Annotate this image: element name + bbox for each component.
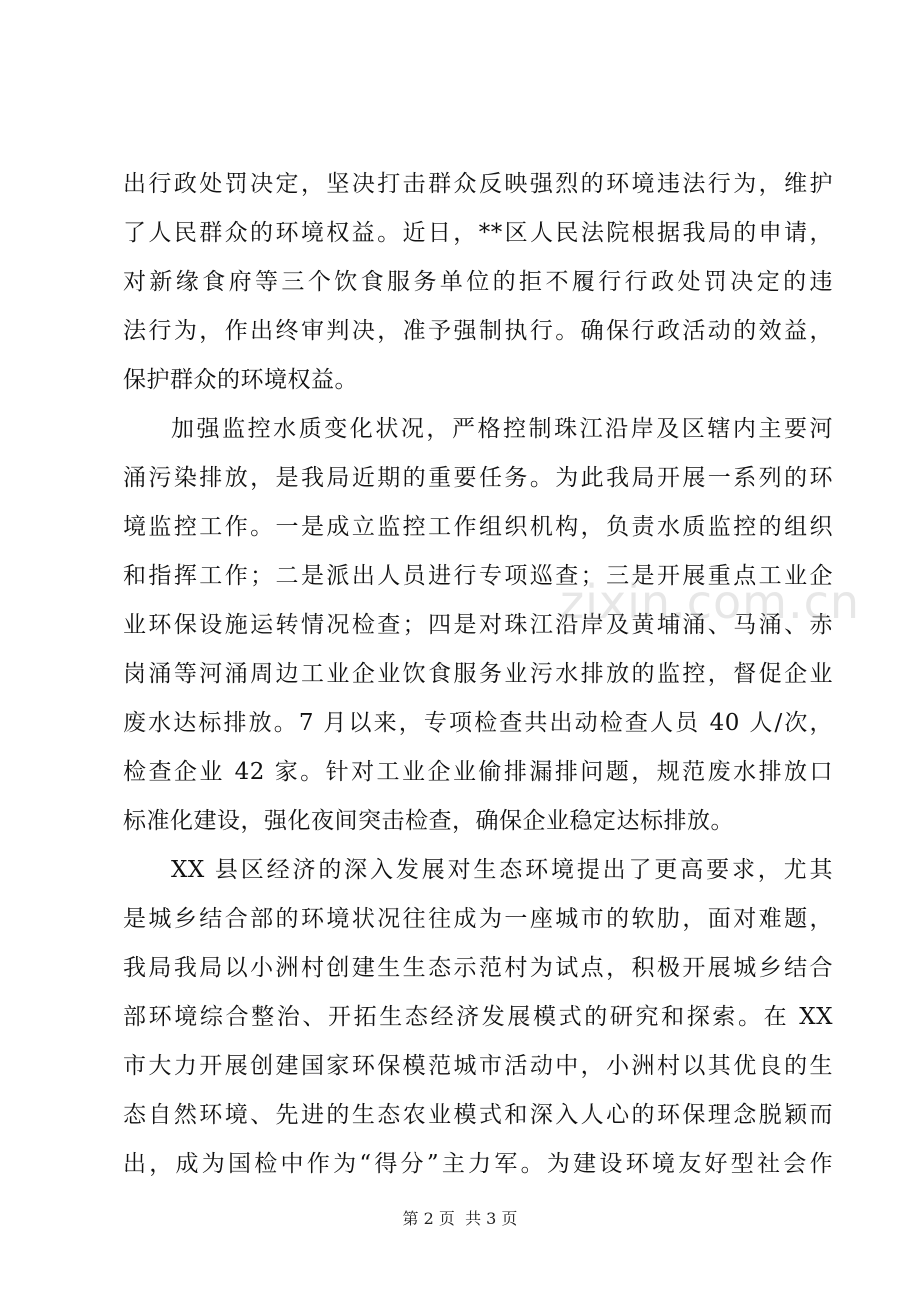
- text-line: 部环境综合整治、开拓生态经济发展模式的研究和探索。在 XX: [123, 1004, 833, 1030]
- text-line: 法行为，作出终审判决，准予强制执行。确保行政活动的效益，: [123, 318, 833, 344]
- text-line: 态自然环境、先进的生态农业模式和深入人心的环保理念脱颖而: [123, 1102, 833, 1128]
- text-line: 保护群众的环境权益。: [123, 367, 358, 393]
- page-number-footer: 第 2 页 共 3 页: [402, 1209, 518, 1228]
- text-line: 涌污染排放，是我局近期的重要任务。为此我局开展一系列的环: [123, 465, 833, 491]
- watermark: zixin.com.cn: [560, 575, 861, 629]
- text-line: 标准化建设，强化夜间突击检查，确保企业稳定达标排放。: [123, 808, 734, 834]
- paragraph-first-line: 加强监控水质变化状况，严格控制珠江沿岸及区辖内主要河: [171, 416, 833, 442]
- text-line: 出行政处罚决定，坚决打击群众反映强烈的环境违法行为，维护: [123, 171, 833, 197]
- document-body: [123, 160, 833, 1189]
- text-line: 业环保设施运转情况检查；四是对珠江沿岸及黄埔涌、马涌、赤: [123, 612, 833, 638]
- text-line: 了人民群众的环境权益。近日，**区人民法院根据我局的申请，: [123, 220, 833, 246]
- text-line: 境监控工作。一是成立监控工作组织机构，负责水质监控的组织: [123, 514, 833, 540]
- text-line: 岗涌等河涌周边工业企业饮食服务业污水排放的监控，督促企业: [123, 661, 833, 687]
- text-line: 出，成为国检中作为“得分”主力军。为建设环境友好型社会作: [123, 1151, 833, 1177]
- text-line: 检查企业 42 家。针对工业企业偷排漏排问题，规范废水排放口: [123, 759, 833, 785]
- paragraph-first-line: XX 县区经济的深入发展对生态环境提出了更高要求，尤其: [171, 857, 833, 883]
- text-line: 废水达标排放。7 月以来，专项检查共出动检查人员 40 人/次，: [123, 710, 833, 736]
- text-line: 对新缘食府等三个饮食服务单位的拒不履行行政处罚决定的违: [123, 269, 833, 295]
- text-line: 市大力开展创建国家环保模范城市活动中，小洲村以其优良的生: [123, 1053, 833, 1079]
- text-line: 和指挥工作；二是派出人员进行专项巡查；三是开展重点工业企: [123, 563, 833, 589]
- text-line: 我局我局以小洲村创建生生态示范村为试点，积极开展城乡结合: [123, 955, 833, 981]
- text-line: 是城乡结合部的环境状况往往成为一座城市的软肋，面对难题，: [123, 906, 833, 932]
